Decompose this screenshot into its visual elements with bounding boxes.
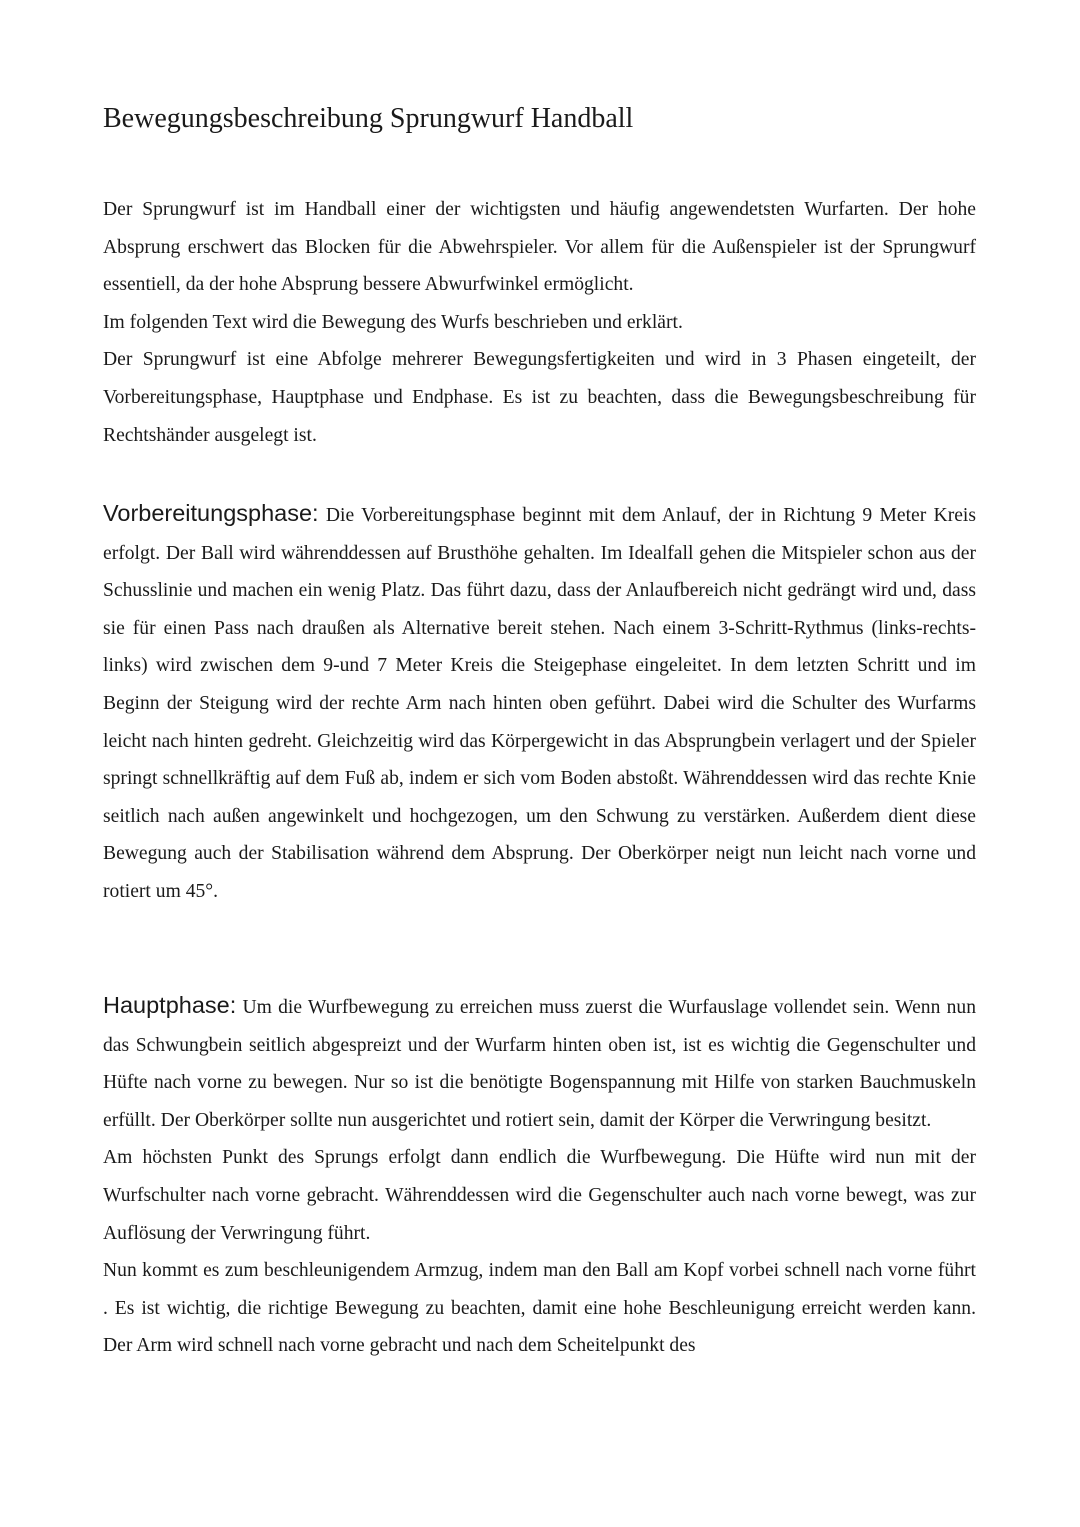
hauptphase-paragraph-1 xyxy=(103,987,976,1139)
vorbereitungsphase-text: Die Vorbereitungsphase beginnt mit dem Anlauf, der in Richtung 9 Meter Kreis erfolgt. Der Ball wird währenddessen auf Brusthöhe gehalten. Im Idealfall gehen die Mitspieler schon aus der Schusslinie und machen ein wenig Platz. Das führt dazu, dass der Anlaufbereich nicht gedrängt wird und, dass sie für einen Pass nach draußen als Alternative bereit stehen. Nach einem 3-Schritt-Rythmus (links-rechts-links) wird zwischen dem 9-und 7 Meter Kreis die Steigephase eingeleitet. In dem letzten Schritt und im Beginn der Steigung wird der rechte Arm nach hinten oben geführt. Dabei wird die Schulter des Wurfarms leicht nach hinten gedreht. Gleichzeitig wird das Körpergewicht in das Absprungbein verlagert und der Spieler springt schnellkräftig auf dem Fuß ab, indem er sich vom Boden abstoßt. Währenddessen wird das rechte Knie seitlich nach außen angewinkelt und hochgezogen, um den Schwung zu verstärken. Außerdem dient diese Bewegung auch der Stabilisation während dem Absprung. Der Oberkörper neigt nun leicht nach vorne und rotiert um 45°. xyxy=(103,505,976,902)
intro-paragraph-3: Der Sprungwurf ist eine Abfolge mehrerer Bewegungsfertigkeiten und wird in 3 Phasen eingeteilt, der Vorbereitungsphase, Hauptphase und Endphase. Es ist zu beachten, dass die Bewegungsbeschreibung für Rechtshänder ausgelegt ist. xyxy=(103,349,976,446)
hauptphase-text: Um die Wurfbewegung zu erreichen muss zuerst die Wurfauslage vollendet sein. Wenn nun das Schwungbein seitlich abgespreizt und der Wurfarm hinten oben ist, ist es wichtig die Gegenschulter und Hüfte nach vorne zu bewegen. Nur so ist die benötigte Bogenspannung mit Hilfe von starken Bauchmuskeln erfüllt. Der Oberkörper sollte nun ausgerichtet und rotiert sein, damit der Körper die Verwringung besitzt. xyxy=(103,997,976,1131)
hauptphase-heading: Hauptphase: xyxy=(103,992,237,1018)
vorbereitungsphase-heading: Vorbereitungsphase: xyxy=(103,500,319,526)
document-title: Bewegungsbeschreibung Sprungwurf Handball xyxy=(103,103,634,134)
vorbereitungsphase-section xyxy=(103,495,976,911)
hauptphase-section xyxy=(103,987,976,1365)
intro-section xyxy=(103,191,976,454)
vorbereitungsphase-paragraph xyxy=(103,495,976,911)
intro-paragraph-2: Im folgenden Text wird die Bewegung des Wurfs beschrieben und erklärt. xyxy=(103,311,683,333)
hauptphase-paragraph-2: Am höchsten Punkt des Sprungs erfolgt dann endlich die Wurfbewegung. Die Hüfte wird nun mit der Wurfschulter nach vorne gebracht. Währenddessen wird die Gegenschulter auch nach vorne bewegt, was zur Auflösung der Verwringung führt. xyxy=(103,1147,976,1244)
intro-paragraph-1: Der Sprungwurf ist im Handball einer der wichtigsten und häufig angewendetsten Wurfarten. Der hohe Absprung erschwert das Blocken für die Abwehrspieler. Vor allem für die Außenspieler ist der Sprungwurf essentiell, da der hohe Absprung bessere Abwurfwinkel ermöglicht. xyxy=(103,199,976,296)
hauptphase-paragraph-3: Nun kommt es zum beschleunigendem Armzug, indem man den Ball am Kopf vorbei schnell nach vorne führt . Es ist wichtig, die richtige Bewegung zu beachten, damit eine hohe Beschleunigung erreicht werden kann. Der Arm wird schnell nach vorne gebracht und nach dem Scheitelpunkt des xyxy=(103,1260,976,1357)
